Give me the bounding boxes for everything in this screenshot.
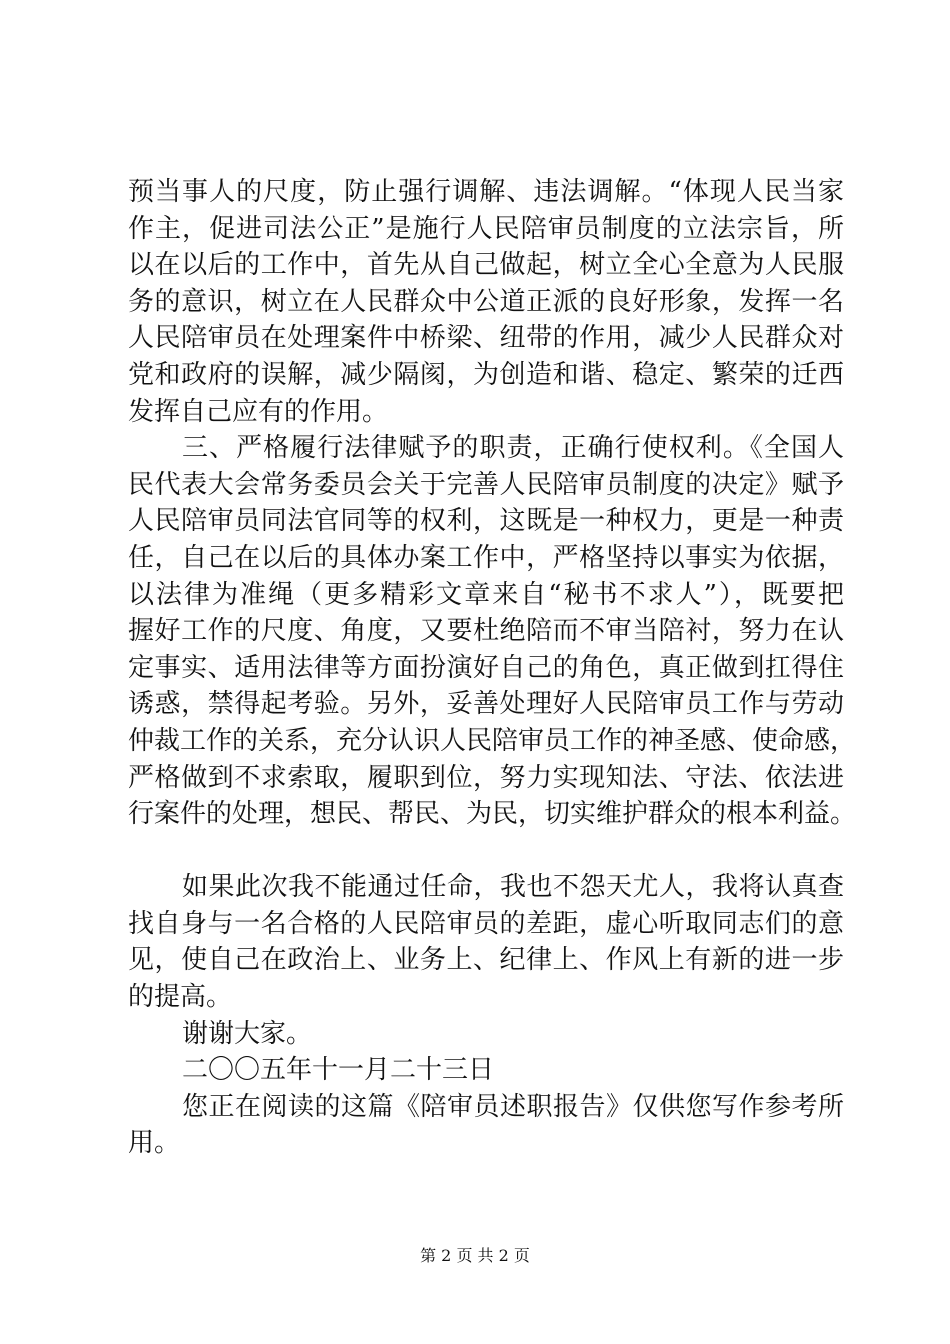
document-body — [128, 174, 857, 1162]
text-line: 二〇〇五年十一月二十三日 — [182, 1055, 495, 1086]
text-line: 您正在阅读的这篇《陪审员述职报告》仅供您写作参考所 — [182, 1091, 844, 1122]
text-line: 仲裁工作的关系，充分认识人民陪审员工作的神圣感、使命感， — [128, 725, 857, 756]
text-line: 见，使自己在政治上、业务上、纪律上、作风上有新的进一步 — [128, 945, 844, 976]
text-line: 诱惑，禁得起考验。另外，妥善处理好人民陪审员工作与劳动 — [128, 689, 844, 720]
text-line: 以在以后的工作中，首先从自己做起，树立全心全意为人民服 — [128, 250, 844, 281]
paragraph-notice — [128, 1089, 844, 1162]
text-line: 以法律为准绳（更多精彩文章来自“秘书不求人”），既要把 — [128, 579, 844, 610]
paragraph-continuation — [128, 174, 844, 430]
text-line: 民代表大会常务委员会关于完善人民陪审员制度的决定》赋予 — [128, 469, 844, 500]
text-line: 找自身与一名合格的人民陪审员的差距，虚心听取同志们的意 — [128, 908, 844, 939]
text-line: 谢谢大家。 — [182, 1018, 313, 1049]
paragraph-if-not-appointed — [128, 869, 844, 1015]
text-line: 行案件的处理，想民、帮民、为民，切实维护群众的根本利益。 — [128, 799, 857, 830]
paragraph-date — [128, 1052, 844, 1089]
text-line: 严格做到不求索取，履职到位，努力实现知法、守法、依法进 — [128, 762, 844, 793]
page-number-footer: 第 2 页 共 2 页 — [420, 1246, 530, 1265]
text-line: 用。 — [128, 1128, 181, 1159]
text-line: 预当事人的尺度，防止强行调解、违法调解。“体现人民当家 — [128, 177, 844, 207]
text-line: 如果此次我不能通过任命，我也不怨天尤人，我将认真查 — [182, 872, 844, 903]
paragraph-section-three — [128, 430, 857, 833]
text-line: 定事实、适用法律等方面扮演好自己的角色，真正做到扛得住 — [128, 652, 844, 683]
text-line: 的提高。 — [128, 982, 233, 1013]
text-line: 人民陪审员同法官同等的权利，这既是一种权力，更是一种责 — [128, 506, 844, 537]
paragraph-gap — [128, 833, 844, 870]
text-line: 任，自己在以后的具体办案工作中，严格坚持以事实为依据， — [128, 542, 844, 573]
text-line: 人民陪审员在处理案件中桥梁、纽带的作用，减少人民群众对 — [128, 323, 844, 354]
text-line: 党和政府的误解，减少隔阂，为创造和谐、稳定、繁荣的迁西 — [128, 359, 844, 390]
text-line: 作主，促进司法公正”是施行人民陪审员制度的立法宗旨，所 — [128, 213, 844, 244]
text-line: 握好工作的尺度、角度，又要杜绝陪而不审当陪衬，努力在认 — [128, 616, 844, 647]
text-line: 三、严格履行法律赋予的职责，正确行使权利。《全国人 — [182, 433, 844, 464]
text-line: 务的意识，树立在人民群众中公道正派的良好形象，发挥一名 — [128, 286, 844, 317]
text-line: 发挥自己应有的作用。 — [128, 396, 389, 427]
paragraph-thanks — [128, 1016, 844, 1053]
